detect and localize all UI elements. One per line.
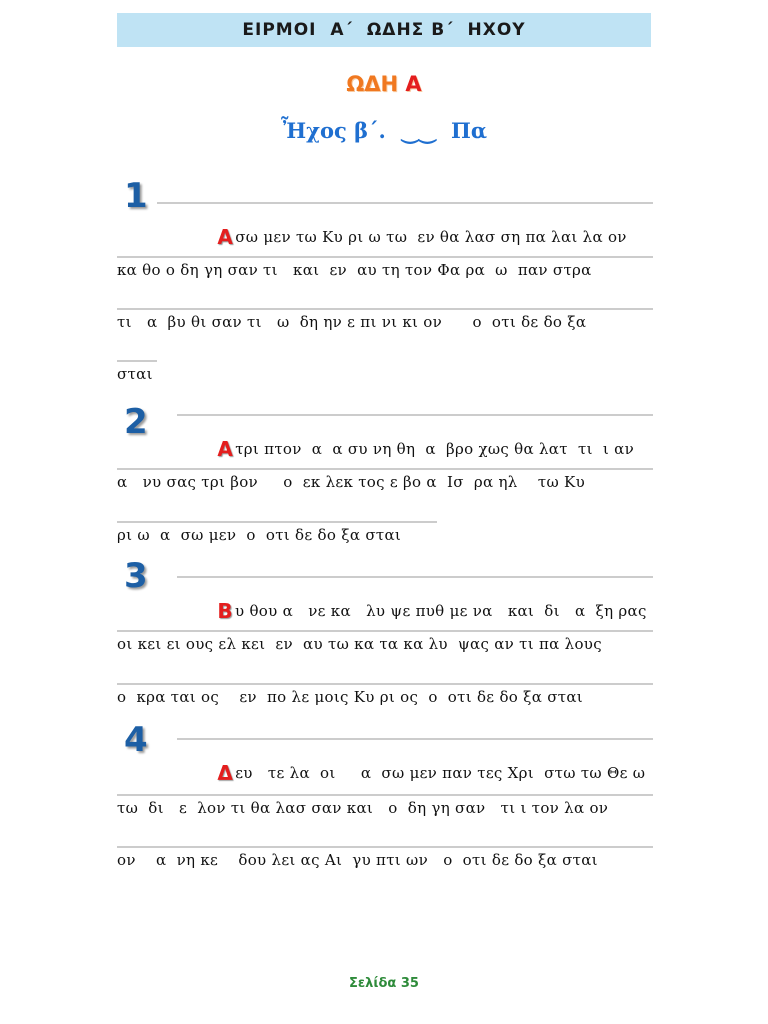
drop-initial: Δ [217, 761, 234, 785]
lyric-text: ο κρα ται ος εν πο λε μοις Κυ ρι ος ο οτι δε δο ξα σται [117, 688, 583, 706]
mode-label: Ἦχος β΄. [281, 118, 386, 143]
neume-placeholder [117, 360, 157, 362]
neume-staff [117, 776, 653, 796]
neume-staff [117, 828, 653, 848]
ode-title [0, 72, 768, 96]
neume-staff [117, 238, 653, 258]
lyric-text: σω μεν τω Κυ ρι ω τω εν θα λασ ση πα λαι λα ον [235, 228, 627, 246]
neume-staff [117, 612, 653, 632]
lyric-text: τρι πτον α α συ νη θη α βρο χως θα λατ τι ι αν [235, 440, 634, 458]
neume-staff [117, 450, 653, 470]
ode-letter: Α [405, 72, 422, 96]
hirmos-number: 3 [124, 556, 148, 596]
notation-line [117, 396, 653, 461]
neume-staff [117, 184, 653, 204]
drop-initial: Α [217, 225, 234, 249]
hirmos-number: 1 [124, 176, 148, 216]
neume-placeholder [117, 256, 653, 258]
notation-line [117, 290, 653, 346]
lyric-text: τω δι ε λον τι θα λασ σαν και ο δη γη σαν τι ι τον λα ον [117, 799, 609, 817]
notation-line [117, 503, 653, 559]
neume-placeholder [177, 576, 653, 578]
neume-placeholder [157, 202, 653, 204]
page-header-title: ΕΙΡΜΟΙ Α΄ ΩΔΗΣ Β΄ ΗΧΟΥ [242, 20, 526, 40]
notation-line [117, 342, 653, 398]
lyric-text: υ θου α νε κα λυ ψε πυθ με να και δι α ξη ρας [234, 602, 647, 620]
notation-line [117, 776, 653, 832]
mode-signature-icon: ⏝⏝ [401, 121, 436, 143]
notation-line [117, 828, 653, 884]
lyric-text: ευ τε λα οι α σω μεν παν τες Χρι στω τω Θε ω [235, 764, 646, 782]
neume-placeholder [117, 683, 653, 685]
notation-line [117, 665, 653, 721]
lyric-text: τι α βυ θι σαν τι ω δη ην ε πι νι κι ον ο οτι δε δο ξα [117, 313, 587, 331]
page-number: Σελίδα 35 [349, 976, 419, 991]
neume-staff [117, 665, 653, 685]
neume-placeholder [117, 630, 653, 632]
neume-placeholder [177, 414, 653, 416]
hirmos-number: 2 [124, 402, 148, 442]
drop-initial: Β [217, 599, 233, 623]
notation-line [117, 238, 653, 294]
neume-placeholder [177, 738, 653, 740]
lyric-text: ρι ω α σω μεν ο οτι δε δο ξα σται [117, 526, 402, 544]
ode-label: ΩΔΗ [346, 72, 399, 96]
hirmos-number: 4 [124, 720, 148, 760]
lyric-text: οι κει ει ους ελ κει εν αυ τω κα τα κα λυ ψας αν τι πα λους [117, 635, 602, 653]
neume-placeholder [117, 794, 653, 796]
notation-line [117, 450, 653, 506]
neume-staff [117, 720, 653, 740]
neume-staff [117, 290, 653, 310]
header-bar [117, 13, 651, 47]
mode-pa-label: Πα [450, 118, 487, 143]
neume-placeholder [117, 308, 653, 310]
notation-line [117, 720, 653, 785]
lyric-text: κα θο ο δη γη σαν τι και εν αυ τη τον Φα ρα ω παν στρα [117, 261, 592, 279]
notation-line [117, 184, 653, 249]
lyric-text: α νυ σας τρι βον ο εκ λεκ τος ε βο α Ισ ρα ηλ τω Κυ [117, 473, 585, 491]
neume-placeholder [117, 521, 437, 523]
notation-line [117, 612, 653, 668]
neume-staff [117, 396, 653, 416]
neume-staff [117, 503, 653, 523]
neume-staff [117, 342, 653, 362]
mode-indicator [0, 118, 768, 143]
lyric-text: ον α νη κε δου λει ας Αι γυ πτι ων ο οτι δε δο ξα σται [117, 851, 598, 869]
neume-placeholder [117, 468, 653, 470]
notation-line [117, 558, 653, 623]
drop-initial: Α [217, 437, 234, 461]
lyric-text: σται [117, 365, 153, 383]
neume-staff [117, 558, 653, 578]
neume-placeholder [117, 846, 653, 848]
